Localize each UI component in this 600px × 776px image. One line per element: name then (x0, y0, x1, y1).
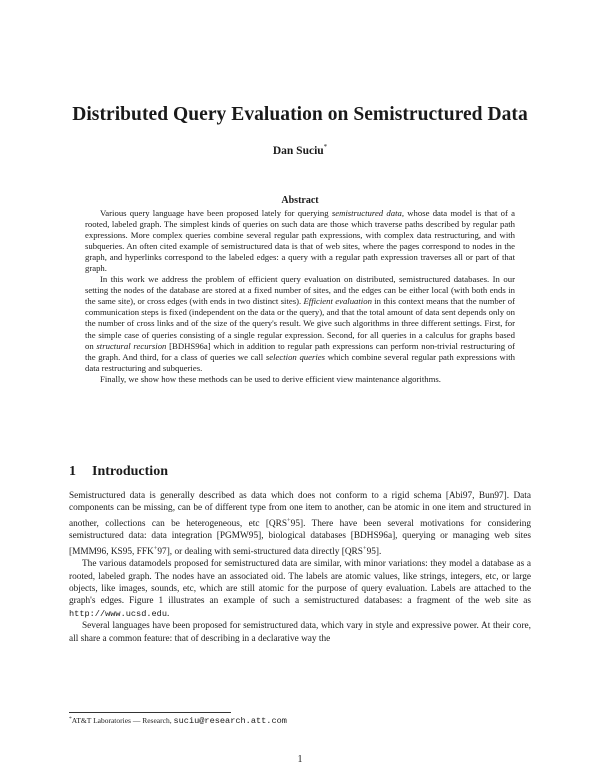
text-run: The various datamodels proposed for semistructured data are similar, with minor variations: they model a database as a rooted, labeled graph. The nodes have an associated oid. The labels are atomic values, like strings, integers, etc, or large objects, like images, sounds, etc, which are still atomic for the purpose of query evaluation. Labels are attached to the graph's edges. Figure 1 illustrates an example of such a semistructured databases: a fragment of the web site as (69, 559, 531, 607)
text-run: 95]. There have been several motivations for considering semistructured data: data integration [PGMW95], biological databases [BDHS96a], querying or managing web sites [MMM96, KS95, FFK (69, 518, 531, 557)
text-run: 95]. (366, 546, 382, 557)
text-run: 97], or dealing with semi-structured data directly [QRS (157, 546, 363, 557)
body-paragraph (69, 558, 531, 620)
superscript: + (287, 516, 291, 524)
body-text (69, 490, 531, 645)
text-run: In this work we address the problem of efficient query evaluation on distributed, semistructured databases. In our setting the nodes of the database are stored at a fixed number of sites, and the edges can be either local (with both ends in the same site), or cross edges (with ends in two distinct sites). (85, 274, 515, 307)
text-run: Several languages have been proposed for semistructured data, which vary in style and expressive power. At their core, all share a common feature: that of describing in a declarative way the (69, 621, 531, 644)
abstract-heading: Abstract (281, 195, 319, 206)
section-number: 1 (69, 464, 76, 479)
author-name: Dan Suciu (272, 145, 324, 157)
footnote (69, 716, 287, 726)
section-title: Introduction (92, 464, 168, 479)
footnote-email: suciu@research.att.com (173, 716, 287, 726)
abstract (85, 208, 515, 385)
text-run: , whose data model is that of a rooted, labeled graph. The simplest kinds of queries on such data are those which traverse paths described by regular path expressions. More complex queries combine several regular path expressions, with complex data restructuring, and with subqueries. An often cited example of semistructured data is that of web sites, where the pages correspond to nodes in the graph, and hyperlinks correspond to the labeled edges: a query with a regular path expression traverses all or part of that graph. (85, 208, 516, 274)
body-paragraph (69, 620, 531, 645)
author-footnote-mark: * (323, 143, 328, 151)
superscript: + (153, 544, 158, 552)
footnote-rule (69, 712, 231, 713)
body-paragraph (69, 490, 531, 558)
footnote-mark: * (69, 716, 72, 722)
text-run: [BDHS96a] which in addition to regular path expressions can perform non-trivial restructuring of the graph. And third, for a class of queries we call (85, 340, 516, 362)
text-run: in this context means that the number of communication steps is fixed (independent on the data or the query), and that the total amount of data sent depends only on the number of cross links and of the size of the query's result. We give such algorithms in three different settings. First, for the simple case of queries consisting of a single regular expression. Second, for all queries in a calculus for graphs based on (85, 296, 515, 351)
text-run: . (167, 608, 170, 619)
superscript: + (362, 544, 367, 552)
emphasis-text: structural recursion (96, 340, 167, 351)
abstract-paragraph (85, 208, 515, 274)
author-line (0, 145, 600, 157)
section-heading (69, 464, 168, 480)
text-run: which combine several regular path expressions with data restructuring and subqueries. (85, 351, 515, 373)
abstract-paragraph (85, 374, 515, 385)
text-run: Semistructured data is generally described as data which does not conform to a rigid schema [Abi97, Bun97]. Data components can be missing, can be of different type from one item to another, can be atomic in one item and structured in another, collections can be heterogeneous, etc [QRS (69, 491, 531, 529)
page-number: 1 (297, 754, 303, 765)
emphasis-text: semistructured data (331, 208, 402, 218)
footnote-text: AT&T Laboratories — Research, (71, 716, 174, 725)
paper-title: Distributed Query Evaluation on Semistructured Data (72, 104, 528, 125)
text-run: Finally, we show how these methods can be used to derive efficient view maintenance algorithms. (100, 373, 441, 384)
emphasis-text: selection queries (265, 351, 326, 362)
abstract-paragraph (85, 274, 515, 373)
text-run: Various query language have been proposed lately for querying (100, 208, 332, 218)
emphasis-text: Efficient evaluation (303, 296, 372, 307)
url-text: http://www.ucsd.edu (69, 608, 167, 619)
